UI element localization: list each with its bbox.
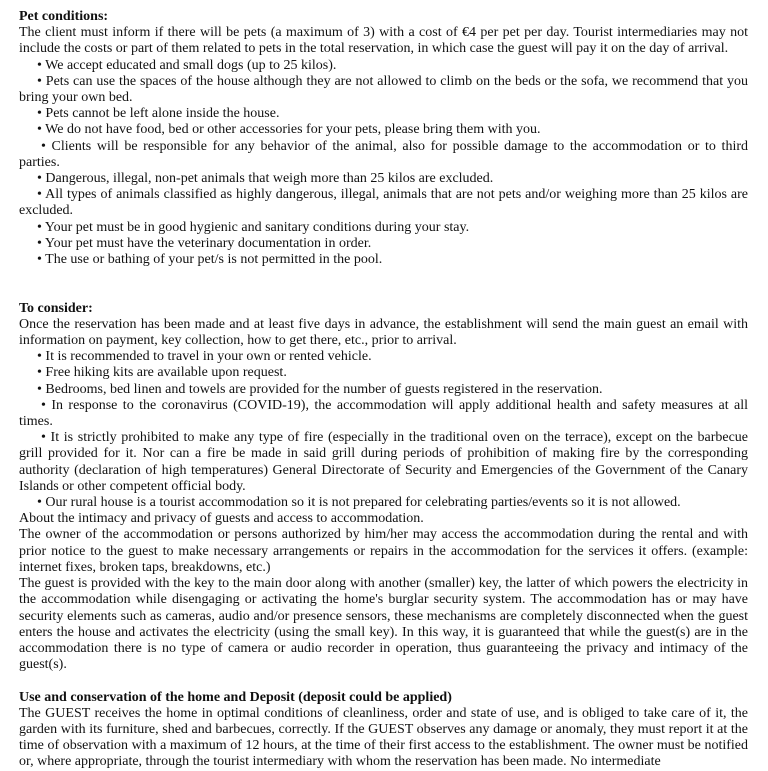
pet-bullet: • The use or bathing of your pet/s is not permitted in the pool. [37, 252, 383, 268]
to-consider-intro: Once the reservation has been made and at least five days in advance, the establishment will send the main guest an email with information on payment, key collection, how to get there, etc., prior to arrival. [19, 316, 748, 349]
pet-bullet: • Pets can use the spaces of the house although they are not allowed to climb on the beds or the sofa, we recommend that you bring your own bed. [19, 73, 748, 106]
document-page [19, 9, 748, 771]
privacy-paragraph: The guest is provided with the key to the main door along with another (smaller) key, the latter of which powers the electricity in the accommodation while disengaging or activating the home's burglar security system. The accommodation has or may have security elements such as cameras, audio and/or presence sensors, these mechanisms are completely disconnected when the guest enters the house and activates the electricity (using the small key). In this way, it is guaranteed that while the guest(s) are in the accommodation there is no type of camera or audio recorder in operation, thus guaranteeing the privacy and intimacy of the guest(s). [19, 576, 748, 673]
consider-bullet: • Our rural house is a tourist accommodation so it is not prepared for celebrating parties/events so it is not allowed. [37, 495, 681, 511]
privacy-title: About the intimacy and privacy of guests and access to accommodation. [19, 511, 424, 527]
consider-bullet: • Free hiking kits are available upon request. [37, 365, 287, 381]
pet-conditions-intro: The client must inform if there will be pets (a maximum of 3) with a cost of €4 per pet per day. Tourist intermediaries may not include the costs or part of them related to pets in the total reservation, in which case the guest will pay it on the day of arrival. [19, 25, 748, 57]
pet-bullet: • All types of animals classified as highly dangerous, illegal, animals that are not pets and/or weighing more than 25 kilos are excluded. [19, 187, 748, 219]
section-spacer [19, 673, 748, 689]
consider-bullet: • In response to the coronavirus (COVID-19), the accommodation will apply additional health and safety measures at all times. [19, 397, 748, 430]
use-and-deposit-body: The GUEST receives the home in optimal conditions of cleanliness, order and state of use, and is obliged to take care of it, the garden with its furniture, shed and barbecues, correctly. If the GUEST observes any damage or anomaly, they must report it at the time of observation with a maximum of 12 hours, at the time of their first access to the establishment. The owner must be notified or, where appropriate, through the tourist intermediary with whom the reservation has been made. No intermediate [19, 705, 748, 770]
pet-bullet: • Pets cannot be left alone inside the house. [37, 106, 280, 122]
pet-bullet: • Your pet must be in good hygienic and sanitary conditions during your stay. [37, 219, 470, 235]
consider-bullet: • It is strictly prohibited to make any type of fire (especially in the traditional oven on the terrace), except on the barbecue grill provided for it. Nor can a fire be made in said grill during periods of prohibition of making fire by the corresponding authority (declaration of high temperatures) General Directorate of Security and Emergencies of the Government of the Canary Islands or other competent official body. [19, 430, 748, 494]
section-spacer [19, 268, 748, 300]
pet-bullet: • Dangerous, illegal, non-pet animals that weigh more than 25 kilos are excluded. [37, 171, 494, 187]
pet-conditions-heading: Pet conditions: [19, 9, 109, 24]
use-and-deposit-heading: Use and conservation of the home and Deposit (deposit could be applied) [19, 689, 452, 705]
pet-bullet: • We do not have food, bed or other accessories for your pets, please bring them with you. [37, 122, 541, 138]
privacy-paragraph: The owner of the accommodation or persons authorized by him/her may access the accommodation during the rental and with prior notice to the guest to make necessary arrangements or repairs in the accommodation for the services it offers. (example: internet fixes, broken taps, breakdowns, etc.) [19, 527, 748, 575]
pet-bullet: • We accept educated and small dogs (up to 25 kilos). [37, 57, 337, 73]
pet-bullet: • Clients will be responsible for any behavior of the animal, also for possible damage to the accommodation or to third parties. [19, 138, 748, 170]
consider-bullet: • Bedrooms, bed linen and towels are provided for the number of guests registered in the reservation. [37, 381, 603, 397]
consider-bullet: • It is recommended to travel in your own or rented vehicle. [37, 349, 372, 365]
pet-bullet: • Your pet must have the veterinary documentation in order. [37, 235, 372, 251]
to-consider-heading: To consider: [19, 300, 93, 316]
